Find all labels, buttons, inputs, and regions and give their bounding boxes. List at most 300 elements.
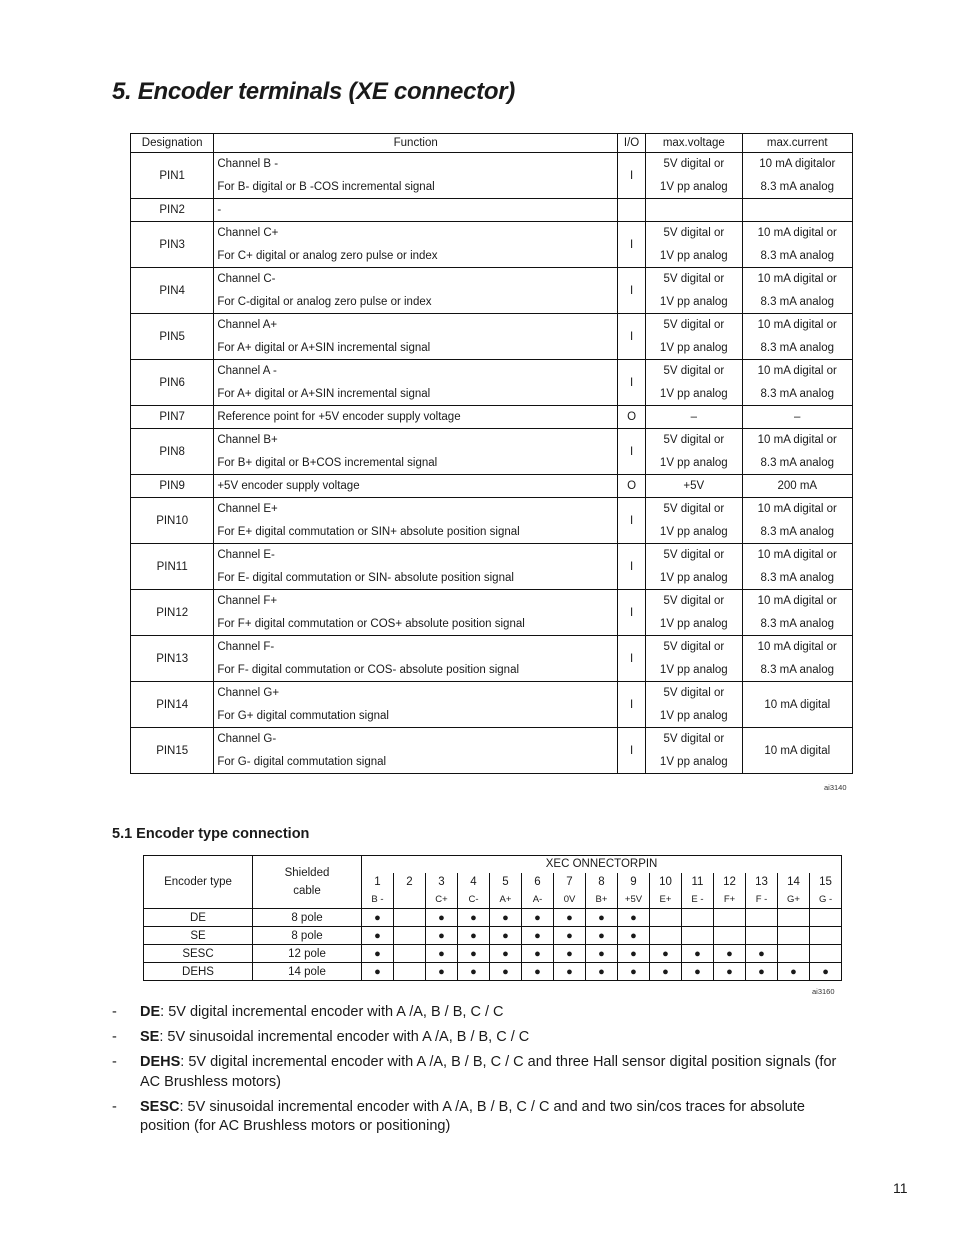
pin-max-voltage — [646, 475, 742, 498]
current-digital: 10 mA digital or — [757, 227, 837, 240]
connector-pin-signal — [394, 892, 426, 909]
pin-used-cell — [746, 963, 778, 981]
encoder-type-row — [144, 909, 842, 927]
pin-used-cell — [458, 909, 490, 927]
header-connector-pin: XEC ONNECTORPIN — [362, 856, 842, 873]
current-digital: 10 mA digital or — [757, 549, 837, 562]
pin-max-voltage — [646, 636, 742, 682]
pin-function — [214, 429, 618, 475]
current-lines — [743, 360, 852, 405]
connector-pin-signal: F+ — [714, 892, 746, 909]
function-description: For G+ digital commutation signal — [217, 709, 389, 722]
connector-pin-number: 12 — [714, 873, 746, 892]
pin-used-cell — [778, 945, 810, 963]
voltage-analog: 1V pp analog — [659, 525, 728, 538]
encoder-cable: 8 pole — [253, 909, 362, 927]
header-max-current: max.current — [742, 134, 852, 153]
encoder-cable: 14 pole — [253, 963, 362, 981]
function-text: Reference point for +5V encoder supply voltage — [217, 411, 461, 423]
pin-used-cell — [714, 927, 746, 945]
current-lines — [743, 222, 852, 267]
pin-used-cell — [586, 927, 618, 945]
function-description: For F+ digital commutation or COS+ absolute position signal — [217, 617, 525, 630]
pin-used-dot: ● — [438, 947, 445, 960]
voltage-analog: 1V pp analog — [659, 180, 728, 193]
pin-row — [131, 222, 853, 268]
pin-max-current — [742, 682, 852, 728]
pin-used-cell — [778, 909, 810, 927]
pin-designation: PIN1 — [131, 153, 214, 199]
pin-function — [214, 475, 618, 498]
pin-used-cell — [554, 909, 586, 927]
function-channel: Channel G- — [217, 733, 277, 746]
header-encoder-type: Encoder type — [144, 856, 253, 909]
connector-pin-number: 3 — [426, 873, 458, 892]
function-lines — [217, 498, 617, 543]
pin-function — [214, 222, 618, 268]
voltage-analog: 1V pp analog — [659, 709, 728, 722]
pin-io: I — [618, 268, 646, 314]
encoder-note — [112, 1098, 842, 1137]
pin-used-dot: ● — [630, 947, 637, 960]
pin-max-voltage — [646, 153, 742, 199]
pin-used-cell — [682, 945, 714, 963]
voltage-analog: 1V pp analog — [659, 571, 728, 584]
pin-max-voltage — [646, 498, 742, 544]
pin-used-cell — [682, 927, 714, 945]
pin-used-cell — [522, 909, 554, 927]
pin-used-dot: ● — [374, 965, 381, 978]
function-text: - — [217, 204, 222, 216]
voltage-lines — [646, 544, 741, 589]
pin-used-cell — [426, 963, 458, 981]
pin-used-dot: ● — [502, 911, 509, 924]
pin-io: O — [618, 475, 646, 498]
pin-designation: PIN7 — [131, 406, 214, 429]
current-digital: 10 mA digital or — [757, 365, 837, 378]
current-lines — [743, 544, 852, 589]
shielded-label: Shielded — [284, 867, 330, 879]
current-value: 10 mA digital — [764, 744, 831, 757]
current-value: 10 mA digital — [764, 698, 831, 711]
pin-max-voltage — [646, 406, 742, 429]
pin-used-dot: ● — [374, 947, 381, 960]
pin-used-cell — [650, 963, 682, 981]
pin-designation: PIN12 — [131, 590, 214, 636]
pin-used-cell — [650, 927, 682, 945]
voltage-analog: 1V pp analog — [659, 295, 728, 308]
pin-used-dot: ● — [470, 947, 477, 960]
header-function: Function — [214, 134, 618, 153]
pin-used-cell — [426, 909, 458, 927]
voltage-lines — [646, 682, 741, 727]
function-lines — [217, 590, 617, 635]
current-lines — [743, 498, 852, 543]
pin-used-dot: ● — [470, 965, 477, 978]
pin-used-dot: ● — [438, 929, 445, 942]
pin-max-voltage — [646, 268, 742, 314]
connector-pin-number: 7 — [554, 873, 586, 892]
pin-used-dot: ● — [758, 947, 765, 960]
function-description: For A+ digital or A+SIN incremental signal — [217, 387, 431, 400]
pin-io: O — [618, 406, 646, 429]
pin-used-dot: ● — [662, 947, 669, 960]
connector-pin-number: 5 — [490, 873, 522, 892]
note-term: DE — [140, 1004, 161, 1020]
function-description: For E- digital commutation or SIN- absolute position signal — [217, 571, 514, 584]
encoder-type-name: SE — [144, 927, 253, 945]
pin-used-cell — [394, 963, 426, 981]
current-lines — [743, 636, 852, 681]
connector-pin-signal: C- — [458, 892, 490, 909]
pin-used-dot: ● — [598, 911, 605, 924]
pin-used-cell — [746, 909, 778, 927]
pin-used-dot: ● — [630, 911, 637, 924]
voltage-analog: 1V pp analog — [659, 341, 728, 354]
encoder-note — [112, 1053, 842, 1092]
pin-used-cell — [554, 927, 586, 945]
function-description: For C+ digital or analog zero pulse or index — [217, 249, 438, 262]
page-title: 5. Encoder terminals (XE connector) — [112, 78, 515, 105]
pin-used-dot: ● — [470, 911, 477, 924]
section-heading: 5.1 Encoder type connection — [112, 826, 310, 842]
encoder-cable: 8 pole — [253, 927, 362, 945]
pin-used-cell — [458, 963, 490, 981]
connector-pin-signal: E - — [682, 892, 714, 909]
current-value: 200 mA — [777, 480, 818, 492]
pin-designation: PIN11 — [131, 544, 214, 590]
pin-max-current — [742, 544, 852, 590]
encoder-type-name: DEHS — [144, 963, 253, 981]
pin-used-cell — [810, 927, 842, 945]
pin-max-current — [742, 360, 852, 406]
voltage-lines — [646, 314, 741, 359]
voltage-digital: 5V digital or — [663, 549, 725, 562]
current-value: – — [794, 411, 801, 423]
pin-row — [131, 682, 853, 728]
function-lines — [217, 222, 617, 267]
pin-used-dot: ● — [374, 929, 381, 942]
header-io: I/O — [618, 134, 646, 153]
function-lines — [217, 682, 617, 727]
function-lines — [217, 314, 617, 359]
current-analog: 8.3 mA analog — [760, 341, 835, 354]
pin-function — [214, 360, 618, 406]
function-channel: Channel C- — [217, 273, 276, 286]
pin-max-current — [742, 314, 852, 360]
voltage-digital: 5V digital or — [663, 733, 725, 746]
pin-max-current — [742, 406, 852, 429]
pin-used-cell — [362, 927, 394, 945]
pin-used-cell — [522, 927, 554, 945]
pin-used-cell — [586, 945, 618, 963]
connector-pin-number: 13 — [746, 873, 778, 892]
pin-function — [214, 544, 618, 590]
current-analog: 8.3 mA analog — [760, 180, 835, 193]
pin-used-cell — [426, 945, 458, 963]
pin-io: I — [618, 314, 646, 360]
pin-used-dot: ● — [598, 929, 605, 942]
pin-used-cell — [618, 945, 650, 963]
current-digital: 10 mA digital or — [757, 319, 837, 332]
pin-max-current — [742, 153, 852, 199]
pin-io: I — [618, 590, 646, 636]
function-channel: Channel C+ — [217, 227, 279, 240]
pin-used-dot: ● — [534, 947, 541, 960]
pin-used-cell — [522, 945, 554, 963]
function-lines — [217, 544, 617, 589]
pin-max-voltage — [646, 728, 742, 774]
pin-designation: PIN15 — [131, 728, 214, 774]
function-channel: Channel E- — [217, 549, 275, 562]
encoder-header-row — [144, 856, 842, 873]
pin-max-current — [742, 636, 852, 682]
pin-row — [131, 475, 853, 498]
pin-max-current — [742, 728, 852, 774]
function-text: +5V encoder supply voltage — [217, 480, 360, 492]
function-lines — [217, 360, 617, 405]
pin-used-cell — [362, 963, 394, 981]
encoder-note — [112, 1003, 842, 1023]
encoder-pin-table — [130, 133, 853, 774]
connector-pin-signal: A- — [522, 892, 554, 909]
pin-used-cell — [362, 945, 394, 963]
pin-used-dot: ● — [630, 929, 637, 942]
current-lines — [743, 429, 852, 474]
function-lines — [217, 636, 617, 681]
encoder-note — [112, 1028, 842, 1048]
voltage-digital: 5V digital or — [663, 227, 725, 240]
function-channel: Channel B - — [217, 158, 279, 171]
voltage-lines — [646, 360, 741, 405]
pin-io — [618, 199, 646, 222]
current-analog: 8.3 mA analog — [760, 249, 835, 262]
pin-max-voltage — [646, 222, 742, 268]
voltage-digital: 5V digital or — [663, 158, 725, 171]
pin-designation: PIN2 — [131, 199, 214, 222]
encoder-type-row — [144, 945, 842, 963]
pin-used-cell — [778, 927, 810, 945]
pin-used-dot: ● — [470, 929, 477, 942]
function-channel: Channel B+ — [217, 434, 278, 447]
pin-used-cell — [778, 963, 810, 981]
pin-function — [214, 590, 618, 636]
voltage-lines — [646, 590, 741, 635]
encoder-notes-list — [112, 1003, 842, 1142]
encoder-type-name: SESC — [144, 945, 253, 963]
pin-used-dot: ● — [502, 947, 509, 960]
pin-max-current — [742, 590, 852, 636]
current-digital: 10 mA digital or — [757, 641, 837, 654]
note-dash: - — [112, 1004, 117, 1020]
current-digital: 10 mA digital or — [757, 434, 837, 447]
voltage-digital: 5V digital or — [663, 434, 725, 447]
pin-used-cell — [362, 909, 394, 927]
pin-io: I — [618, 153, 646, 199]
pin-row — [131, 544, 853, 590]
pin-used-dot: ● — [534, 929, 541, 942]
current-lines — [743, 153, 852, 198]
connector-pin-number: 10 — [650, 873, 682, 892]
pin-used-dot: ● — [566, 947, 573, 960]
pin-designation: PIN4 — [131, 268, 214, 314]
pin-max-current — [742, 199, 852, 222]
voltage-value: – — [690, 411, 698, 423]
pin-used-dot: ● — [566, 911, 573, 924]
connector-pin-signal: 0V — [554, 892, 586, 909]
header-shielded-cable — [253, 856, 362, 909]
pin-io: I — [618, 682, 646, 728]
function-channel: Channel A - — [217, 365, 277, 378]
pin-used-dot: ● — [566, 965, 573, 978]
pin-function — [214, 682, 618, 728]
voltage-analog: 1V pp analog — [659, 755, 728, 768]
function-description: For A+ digital or A+SIN incremental signal — [217, 341, 431, 354]
current-analog: 8.3 mA analog — [760, 295, 835, 308]
pin-used-cell — [714, 909, 746, 927]
pin-used-dot: ● — [534, 911, 541, 924]
page-number: 11 — [893, 1180, 908, 1196]
pin-used-cell — [554, 945, 586, 963]
encoder-type-row — [144, 927, 842, 945]
pin-function — [214, 199, 618, 222]
pin-function — [214, 636, 618, 682]
voltage-value: +5V — [683, 480, 705, 492]
pin-io: I — [618, 544, 646, 590]
pin-io: I — [618, 728, 646, 774]
function-description: For B+ digital or B+COS incremental signal — [217, 456, 438, 469]
voltage-analog: 1V pp analog — [659, 663, 728, 676]
pin-used-cell — [586, 963, 618, 981]
connector-pin-number: 15 — [810, 873, 842, 892]
voltage-digital: 5V digital or — [663, 595, 725, 608]
figure-id-pin-table: ai3140 — [824, 783, 847, 792]
pin-row — [131, 636, 853, 682]
pin-used-dot: ● — [438, 911, 445, 924]
connector-pin-signal: E+ — [650, 892, 682, 909]
function-channel: Channel E+ — [217, 503, 278, 516]
connector-pin-signal: F - — [746, 892, 778, 909]
cable-label: cable — [293, 885, 321, 897]
pin-used-cell — [586, 909, 618, 927]
pin-used-dot: ● — [502, 929, 509, 942]
pin-row — [131, 429, 853, 475]
pin-used-cell — [522, 963, 554, 981]
function-channel: Channel F- — [217, 641, 275, 654]
current-analog: 8.3 mA analog — [760, 456, 835, 469]
pin-max-voltage — [646, 590, 742, 636]
note-text: : 5V sinusoidal incremental encoder with A /A, B / B, C / C and and two sin/cos traces for absolute position (for AC Brushless motors or positioning) — [140, 1098, 805, 1134]
encoder-type-name: DE — [144, 909, 253, 927]
connector-pin-number: 11 — [682, 873, 714, 892]
pin-used-dot: ● — [694, 947, 701, 960]
connector-pin-signal: G+ — [778, 892, 810, 909]
pin-used-dot: ● — [502, 965, 509, 978]
function-description: For B- digital or B -COS incremental signal — [217, 180, 435, 193]
current-analog: 8.3 mA analog — [760, 387, 835, 400]
header-designation: Designation — [131, 134, 214, 153]
voltage-analog: 1V pp analog — [659, 249, 728, 262]
encoder-cable: 12 pole — [253, 945, 362, 963]
pin-row — [131, 199, 853, 222]
voltage-lines — [646, 636, 741, 681]
function-lines — [217, 728, 617, 773]
pin-used-cell — [394, 909, 426, 927]
pin-row — [131, 406, 853, 429]
voltage-lines — [646, 498, 741, 543]
pin-max-voltage — [646, 199, 742, 222]
pin-max-voltage — [646, 544, 742, 590]
pin-row — [131, 153, 853, 199]
pin-designation: PIN10 — [131, 498, 214, 544]
pin-used-dot: ● — [438, 965, 445, 978]
pin-function — [214, 268, 618, 314]
pin-used-cell — [650, 909, 682, 927]
pin-io: I — [618, 429, 646, 475]
figure-id-encoder-table: ai3160 — [812, 987, 835, 996]
note-term: SE — [140, 1029, 160, 1045]
note-dash: - — [112, 1098, 117, 1115]
connector-pin-signal: B - — [362, 892, 394, 909]
connector-pin-number: 6 — [522, 873, 554, 892]
pin-used-dot: ● — [758, 965, 765, 978]
pin-function — [214, 314, 618, 360]
pin-used-dot: ● — [726, 965, 733, 978]
pin-used-cell — [618, 963, 650, 981]
pin-used-cell — [810, 909, 842, 927]
note-term: SESC — [140, 1098, 180, 1115]
pin-row — [131, 360, 853, 406]
pin-used-cell — [490, 963, 522, 981]
note-dash: - — [112, 1029, 117, 1045]
note-dash: - — [112, 1054, 117, 1070]
pin-designation: PIN9 — [131, 475, 214, 498]
pin-max-current — [742, 268, 852, 314]
connector-pin-number: 4 — [458, 873, 490, 892]
function-description: For E+ digital commutation or SIN+ absolute position signal — [217, 525, 520, 538]
pin-used-dot: ● — [598, 965, 605, 978]
current-analog: 8.3 mA analog — [760, 525, 835, 538]
pin-used-cell — [618, 909, 650, 927]
current-lines — [743, 268, 852, 313]
voltage-lines — [646, 268, 741, 313]
pin-max-current — [742, 429, 852, 475]
encoder-type-table — [143, 855, 842, 981]
pin-used-cell — [618, 927, 650, 945]
current-analog: 8.3 mA analog — [760, 617, 835, 630]
voltage-lines — [646, 222, 741, 267]
note-text: : 5V sinusoidal incremental encoder with A /A, B / B, C / C — [159, 1029, 530, 1045]
function-lines — [217, 268, 617, 313]
function-channel: Channel G+ — [217, 687, 280, 700]
pin-row — [131, 590, 853, 636]
pin-designation: PIN6 — [131, 360, 214, 406]
connector-pin-signal: +5V — [618, 892, 650, 909]
current-lines — [743, 314, 852, 359]
voltage-digital: 5V digital or — [663, 319, 725, 332]
pin-used-cell — [714, 945, 746, 963]
function-description: For C-digital or analog zero pulse or index — [217, 295, 432, 308]
pin-used-dot: ● — [822, 965, 829, 978]
pin-used-dot: ● — [374, 911, 381, 924]
pin-used-cell — [682, 909, 714, 927]
pin-used-cell — [810, 963, 842, 981]
note-text: : 5V digital incremental encoder with A /A, B / B, C / C and three Hall sensor digital position signals (for AC Brushless motors) — [140, 1054, 837, 1090]
pin-max-voltage — [646, 314, 742, 360]
pin-used-cell — [746, 927, 778, 945]
pin-row — [131, 314, 853, 360]
pin-max-voltage — [646, 682, 742, 728]
